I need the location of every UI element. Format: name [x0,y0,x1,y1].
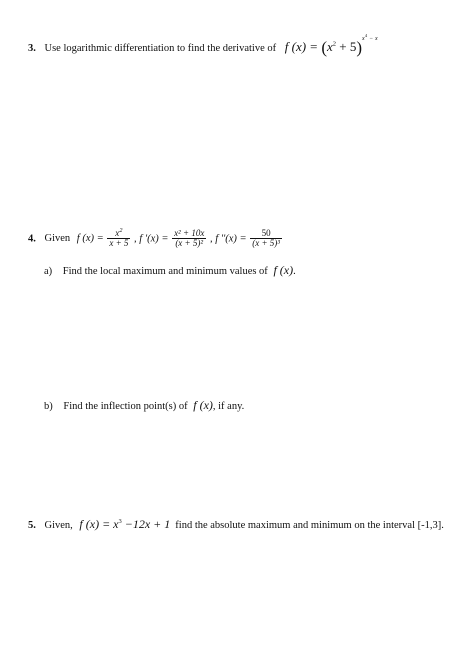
end-punct: , if any. [212,401,245,412]
subquestion-label: b) [44,401,53,412]
f-denominator: x + 5 [109,238,129,249]
question-4a [44,263,296,278]
function-expression [79,517,173,531]
subquestion-label: a) [44,266,53,277]
question-number: 3. [28,43,36,54]
question-number: 4. [28,233,36,245]
base-constant: + 5 [339,39,357,54]
base-exponent: 2 [332,40,337,48]
question-text: find the absolute maximum and minimum on the interval [-1,3]. [175,520,444,531]
open-paren: ( [321,38,327,57]
question-3 [28,33,378,58]
function-expression [284,33,378,57]
fprime-denominator: (x + 5)² [175,238,204,249]
given-label: Given [44,233,71,245]
question-4 [28,229,283,249]
question-4b [44,398,244,413]
fdoubleprime-numerator: 50 [250,229,282,239]
function-lhs: f (x) = x [79,517,119,531]
fprime-numerator: x² + 10x [174,228,205,238]
given-label: Given, [44,520,73,531]
close-paren: ) [356,38,363,57]
question-5 [28,517,444,532]
fdoubleprime-denominator: (x + 5)³ [252,238,280,249]
function-ref: f (x) [273,263,294,277]
fprime-lhs: , f '(x) = [134,233,169,245]
subquestion-text: Find the inflection point(s) of [63,401,188,412]
function-rest: −12x + 1 [124,517,171,531]
function-lhs: f (x) = [284,39,319,54]
outer-exponent: $x^4 - x$ [362,33,378,42]
fprime-fraction [172,229,206,249]
f-numerator: x [115,228,120,238]
question-number: 5. [28,520,36,531]
fdoubleprime-lhs: , f ''(x) = [209,233,247,245]
question-text: Use logarithmic differentiation to find the derivative of [44,43,277,54]
function-exponent: 3 [118,518,122,525]
f-lhs: f (x) = [76,233,104,245]
subquestion-text: Find the local maximum and minimum values of [62,266,268,277]
fdoubleprime-fraction [250,229,282,249]
base-variable: x [326,39,333,54]
function-ref: f (x) [193,398,213,412]
end-punct: . [293,266,296,277]
f-fraction: $\frac{x^2}{x + 5}$ [109,227,129,249]
